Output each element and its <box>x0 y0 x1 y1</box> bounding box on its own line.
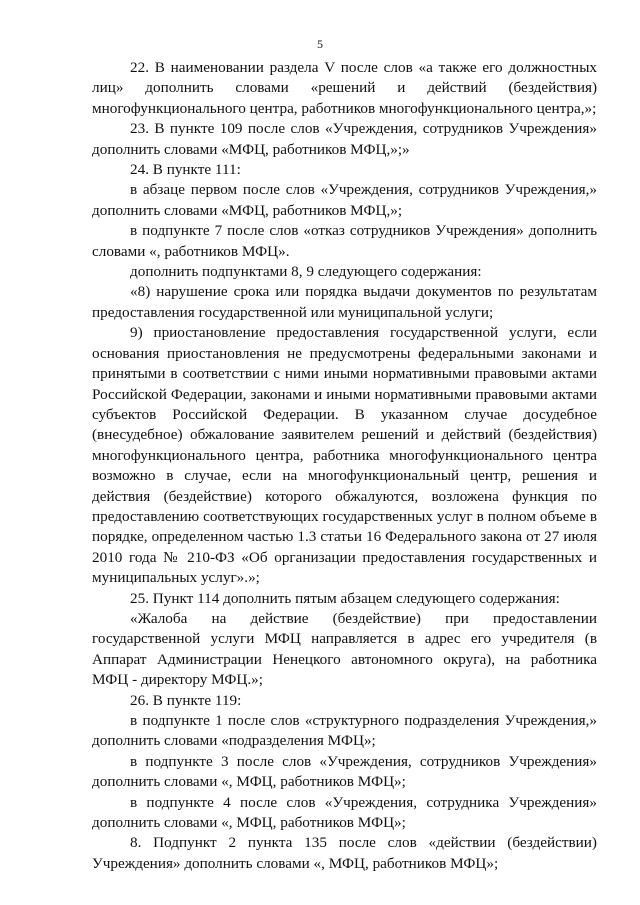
paragraph: 24. В пункте 111: <box>130 161 241 179</box>
paragraph: в подпункте 4 после слов «Учреждения, сотрудника Учреждения» дополнить словами «, МФЦ, работников МФЦ»; <box>92 793 597 832</box>
paragraph: в абзаце первом после слов «Учреждения, сотрудников Учреждения,» дополнить словами «МФЦ, работников МФЦ,»; <box>92 181 597 219</box>
paragraph: 25. Пункт 114 дополнить пятым абзацем следующего содержания: <box>130 589 560 607</box>
page-number: 5 <box>317 37 323 51</box>
paragraph: 26. В пункте 119: <box>130 691 242 709</box>
paragraph: в подпункте 7 после слов «отказ сотрудников Учреждения» дополнить словами «, работников МФЦ». <box>92 222 597 260</box>
paragraph: 23. В пункте 109 после слов «Учреждения, сотрудников Учреждения» дополнить словами «МФЦ, работников МФЦ,»;» <box>92 120 597 158</box>
paragraph: 22. В наименовании раздела V после слов «а также его должностных лиц» дополнить словами «решений и действий (бездействия) многофункционального центра, работников многофункционального центра,»; <box>92 59 597 117</box>
paragraph: дополнить подпунктами 8, 9 следующего содержания: <box>130 263 482 281</box>
paragraph: «Жалоба на действие (бездействие) при предоставлении государственной услуги МФЦ направляется в адрес его учредителя (в Аппарат Администрации Ненецкого автономного округа), на работника МФЦ - директору МФЦ.»; <box>92 609 597 689</box>
paragraph: 9) приостановление предоставления государственной услуги, если основания приостановления не предусмотрены федеральными законами и принятыми в соответствии с ними иными нормативными правовыми актами Российской Федерации, законами и иными нормативными правовыми актами субъектов Российской Федерации. В указанном случае досудебное (внесудебное) обжалование заявителем решений и действий (бездействия) многофункционального центра, работника многофункционального центра возможно в случае, если на многофункциональный центр, решения и действия (бездействие) которого обжалуются, возложена функция по предоставлению соответствующих государственных услуг в полном объеме в порядке, определенном частью 1.3 статьи 16 Федерального закона от 27 июля 2010 года № 210-ФЗ «Об организации предоставления государственных и муниципальных услуг».»; <box>92 324 597 587</box>
paragraph: «8) нарушение срока или порядка выдачи документов по результатам предоставления государственной или муниципальной услуги; <box>92 283 597 321</box>
paragraph: 8. Подпункт 2 пункта 135 после слов «действии (бездействии) Учреждения» дополнить словами «, МФЦ, работников МФЦ»; <box>92 834 597 872</box>
paragraph: в подпункте 3 после слов «Учреждения, сотрудников Учреждения» дополнить словами «, МФЦ, работников МФЦ»; <box>92 752 597 791</box>
paragraph: в подпункте 1 после слов «структурного подразделения Учреждения,» дополнить словами «подразделения МФЦ»; <box>92 712 597 750</box>
document-body <box>92 58 597 874</box>
